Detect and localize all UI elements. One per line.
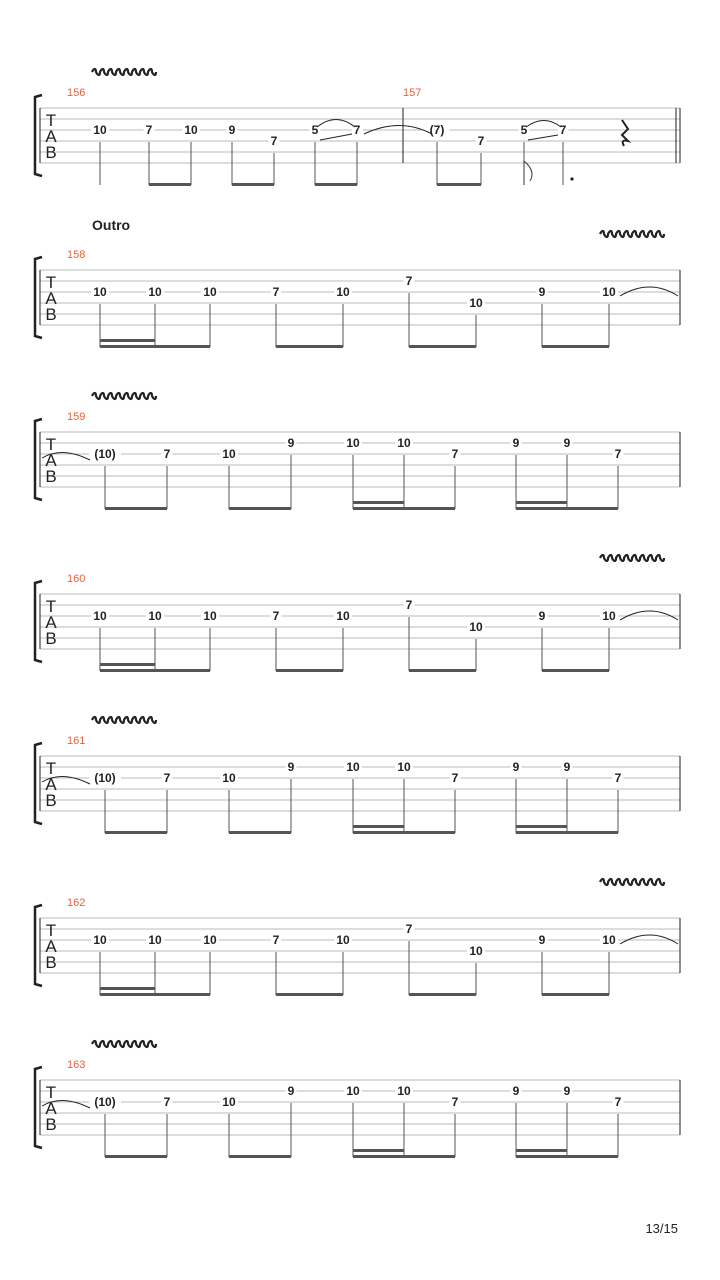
fret-number: 10 — [602, 933, 616, 947]
page-number: 13/15 — [645, 1221, 678, 1236]
system-bracket — [35, 257, 42, 338]
beam — [105, 507, 167, 510]
fret-number: 7 — [272, 933, 280, 947]
fret-number: 10 — [184, 123, 198, 137]
slur — [526, 121, 561, 128]
beam — [516, 831, 618, 834]
fret-number: 10 — [397, 436, 411, 450]
section-label: Outro — [92, 217, 131, 233]
fret-number: 10 — [148, 609, 162, 623]
vibrato-marking — [600, 231, 664, 237]
measure-number: 157 — [403, 87, 422, 99]
beam — [353, 1155, 455, 1158]
vibrato-marking — [600, 879, 664, 885]
beam — [315, 183, 357, 186]
fret-number: 7 — [559, 123, 567, 137]
beam-secondary — [516, 1149, 567, 1152]
tab-clef-letter: A — [45, 613, 57, 632]
beam — [542, 669, 609, 672]
tab-clef-letter: T — [45, 273, 57, 292]
fret-number: 10 — [469, 296, 483, 310]
beam-secondary — [353, 1149, 404, 1152]
fret-number: 10 — [602, 609, 616, 623]
tab-clef-letter: A — [45, 289, 57, 308]
beam — [100, 345, 210, 348]
note-flag — [524, 161, 532, 185]
tab-clef-letter: B — [45, 791, 57, 810]
beam — [105, 1155, 167, 1158]
system-bracket — [35, 905, 42, 986]
fret-number: 7 — [614, 447, 622, 461]
fret-number: (10) — [94, 1095, 116, 1109]
tab-clef-letter: B — [45, 305, 57, 324]
fret-number: 10 — [222, 447, 236, 461]
measure-number: 162 — [67, 897, 86, 909]
fret-number: 10 — [397, 1084, 411, 1098]
fret-number: 7 — [477, 134, 485, 148]
fret-number: 9 — [228, 123, 236, 137]
vibrato-marking — [92, 69, 156, 75]
fret-number: 10 — [222, 771, 236, 785]
fret-number: 10 — [93, 123, 107, 137]
fret-number: (10) — [94, 771, 116, 785]
beam — [229, 507, 291, 510]
fret-number: 7 — [163, 447, 171, 461]
fret-number: 5 — [311, 123, 319, 137]
fret-number: 7 — [163, 1095, 171, 1109]
tab-clef-letter: B — [45, 629, 57, 648]
fret-number: 7 — [614, 1095, 622, 1109]
system-bracket — [35, 1067, 42, 1148]
fret-number: 7 — [451, 447, 459, 461]
fret-number: 10 — [93, 609, 107, 623]
beam — [229, 1155, 291, 1158]
beam — [542, 345, 609, 348]
tab-clef-letter: T — [45, 597, 57, 616]
slide-line — [320, 134, 352, 140]
tab-clef-letter: A — [45, 1099, 57, 1118]
measure-number: 158 — [67, 249, 86, 261]
quarter-rest-icon — [622, 120, 628, 146]
fret-number: 7 — [270, 134, 278, 148]
fret-number: 9 — [563, 436, 571, 450]
fret-number: 9 — [512, 760, 520, 774]
fret-number: 10 — [336, 933, 350, 947]
beam-secondary — [100, 339, 155, 342]
fret-number: 9 — [538, 285, 546, 299]
measure-number: 160 — [67, 573, 86, 585]
beam-secondary — [516, 825, 567, 828]
fret-number: 7 — [353, 123, 361, 137]
tab-clef-letter: B — [45, 953, 57, 972]
beam — [276, 345, 343, 348]
tab-clef-letter: A — [45, 127, 57, 146]
fret-number: 10 — [93, 933, 107, 947]
fret-number: 7 — [163, 771, 171, 785]
fret-number: 10 — [469, 944, 483, 958]
fret-number: 9 — [563, 760, 571, 774]
fret-number: 9 — [512, 436, 520, 450]
beam — [149, 183, 191, 186]
tab-clef-letter: T — [45, 111, 57, 130]
fret-number: 7 — [405, 274, 413, 288]
slide-line — [528, 135, 558, 140]
fret-number: 10 — [203, 285, 217, 299]
tab-clef-letter: A — [45, 937, 57, 956]
tab-clef-letter: A — [45, 775, 57, 794]
system-bracket — [35, 743, 42, 824]
fret-number: 10 — [397, 760, 411, 774]
beam — [409, 669, 476, 672]
slur — [317, 120, 355, 128]
beam — [437, 183, 481, 186]
tab-clef-letter: T — [45, 1083, 57, 1102]
fret-number: 7 — [405, 922, 413, 936]
measure-number: 156 — [67, 87, 86, 99]
measure-number: 163 — [67, 1059, 86, 1071]
beam — [516, 507, 618, 510]
fret-number: 9 — [538, 609, 546, 623]
tab-clef-letter: T — [45, 435, 57, 454]
vibrato-marking — [92, 1041, 156, 1047]
measure-number: 161 — [67, 735, 86, 747]
fret-number: 7 — [451, 771, 459, 785]
tab-clef-letter: B — [45, 1115, 57, 1134]
fret-number: 9 — [287, 1084, 295, 1098]
fret-number: 5 — [520, 123, 528, 137]
fret-number: 7 — [145, 123, 153, 137]
fret-number: 10 — [602, 285, 616, 299]
fret-number: 10 — [148, 933, 162, 947]
fret-number: 10 — [222, 1095, 236, 1109]
tab-clef-letter: B — [45, 143, 57, 162]
beam — [229, 831, 291, 834]
fret-number: 10 — [93, 285, 107, 299]
system-bracket — [35, 419, 42, 500]
fret-number: 9 — [512, 1084, 520, 1098]
fret-number: 10 — [346, 760, 360, 774]
fret-number: 7 — [272, 285, 280, 299]
vibrato-marking — [92, 717, 156, 723]
fret-number: 10 — [203, 609, 217, 623]
tab-clef-letter: A — [45, 451, 57, 470]
beam — [100, 993, 210, 996]
beam — [542, 993, 609, 996]
beam — [105, 831, 167, 834]
beam — [100, 669, 210, 672]
fret-number: 10 — [469, 620, 483, 634]
fret-number: 7 — [614, 771, 622, 785]
fret-number: 9 — [287, 760, 295, 774]
dot — [570, 177, 573, 180]
tab-clef-letter: B — [45, 467, 57, 486]
beam — [409, 993, 476, 996]
fret-number: 7 — [272, 609, 280, 623]
measure-number: 159 — [67, 411, 86, 423]
beam-secondary — [516, 501, 567, 504]
fret-number: 7 — [405, 598, 413, 612]
beam — [353, 831, 455, 834]
tab-clef-letter: T — [45, 759, 57, 778]
beam-secondary — [353, 501, 404, 504]
tab-clef-letter: T — [45, 921, 57, 940]
vibrato-marking — [92, 393, 156, 399]
vibrato-marking — [600, 555, 664, 561]
beam — [276, 993, 343, 996]
fret-number: 10 — [203, 933, 217, 947]
beam — [276, 669, 343, 672]
fret-number: (10) — [94, 447, 116, 461]
fret-number: 10 — [346, 1084, 360, 1098]
beam-secondary — [353, 825, 404, 828]
system-bracket — [35, 95, 42, 176]
beam — [353, 507, 455, 510]
fret-number: 10 — [336, 285, 350, 299]
fret-number: 9 — [287, 436, 295, 450]
beam-secondary — [100, 663, 155, 666]
fret-number: 10 — [336, 609, 350, 623]
fret-number: 10 — [346, 436, 360, 450]
fret-number: 9 — [538, 933, 546, 947]
beam — [409, 345, 476, 348]
fret-number: 10 — [148, 285, 162, 299]
fret-number: (7) — [429, 123, 445, 137]
fret-number: 7 — [451, 1095, 459, 1109]
system-bracket — [35, 581, 42, 662]
fret-number: 9 — [563, 1084, 571, 1098]
beam-secondary — [100, 987, 155, 990]
beam — [232, 183, 274, 186]
beam — [516, 1155, 618, 1158]
